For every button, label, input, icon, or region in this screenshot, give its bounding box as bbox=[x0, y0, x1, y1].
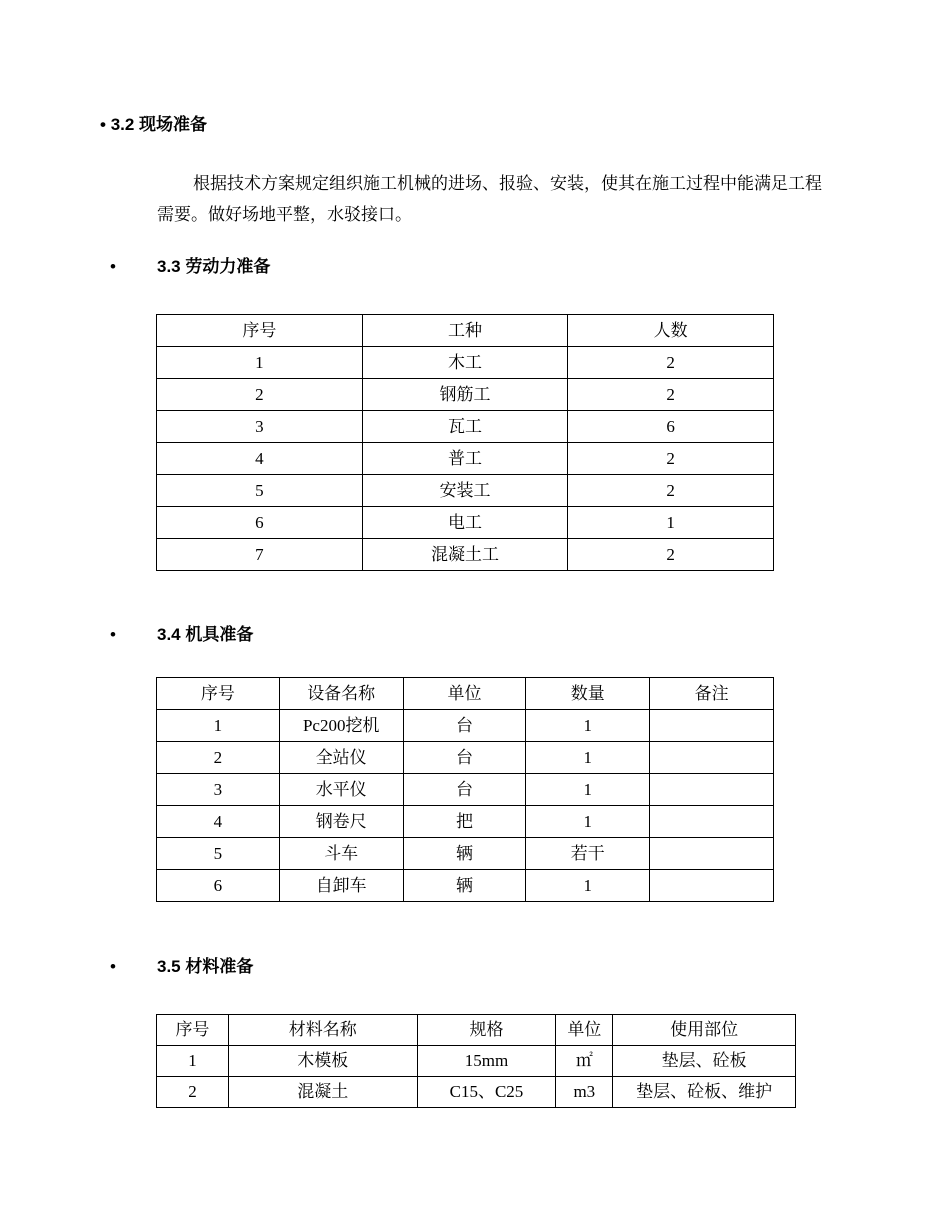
table-cell: 1 bbox=[526, 710, 650, 742]
table-cell: 1 bbox=[157, 710, 280, 742]
table-cell: 2 bbox=[568, 539, 774, 571]
table-cell: 4 bbox=[157, 443, 363, 475]
table-cell: 1 bbox=[526, 774, 650, 806]
table-row bbox=[157, 806, 774, 838]
material-table bbox=[156, 1014, 796, 1108]
table-header-row bbox=[157, 1015, 796, 1046]
table-row bbox=[157, 1046, 796, 1077]
table-cell: 6 bbox=[568, 411, 774, 443]
table-cell: 全站仪 bbox=[279, 742, 403, 774]
table-cell: 6 bbox=[157, 870, 280, 902]
table-row bbox=[157, 1077, 796, 1108]
table-cell bbox=[650, 742, 774, 774]
table-cell: 2 bbox=[568, 443, 774, 475]
table-cell: 15mm bbox=[417, 1046, 556, 1077]
table-cell: 把 bbox=[403, 806, 526, 838]
labor-table bbox=[156, 314, 774, 571]
table-cell bbox=[650, 774, 774, 806]
header-cell: 使用部位 bbox=[613, 1015, 796, 1046]
table-cell: 1 bbox=[157, 347, 363, 379]
table-cell bbox=[650, 710, 774, 742]
bullet: • bbox=[110, 957, 116, 976]
header-cell: 单位 bbox=[403, 678, 526, 710]
table-cell: 2 bbox=[157, 742, 280, 774]
table-cell: 混凝土工 bbox=[362, 539, 568, 571]
table-cell: 瓦工 bbox=[362, 411, 568, 443]
table-cell: 2 bbox=[568, 347, 774, 379]
table-cell: 若干 bbox=[526, 838, 650, 870]
header-cell: 人数 bbox=[568, 315, 774, 347]
table-row bbox=[157, 347, 774, 379]
header-cell: 规格 bbox=[417, 1015, 556, 1046]
table-cell: 2 bbox=[568, 379, 774, 411]
table-cell: C15、C25 bbox=[417, 1077, 556, 1108]
table-cell: 台 bbox=[403, 742, 526, 774]
section-heading-3-3: 3.3 劳动力准备 bbox=[157, 257, 271, 276]
table-cell: 辆 bbox=[403, 870, 526, 902]
paragraph-site-prep: 根据技术方案规定组织施工机械的进场、报验、安装，使其在施工过程中能满足工程需要。做好场地平整，水驳接口。 bbox=[157, 174, 822, 224]
table-cell: 1 bbox=[526, 742, 650, 774]
table-cell: 7 bbox=[157, 539, 363, 571]
table-cell: 钢筋工 bbox=[362, 379, 568, 411]
table-cell bbox=[650, 838, 774, 870]
table-cell: 2 bbox=[157, 379, 363, 411]
table-cell: 混凝土 bbox=[228, 1077, 417, 1108]
table-cell: 安装工 bbox=[362, 475, 568, 507]
header-cell: 序号 bbox=[157, 1015, 229, 1046]
table-cell: 辆 bbox=[403, 838, 526, 870]
table-cell: 台 bbox=[403, 710, 526, 742]
table-cell: Pc200挖机 bbox=[279, 710, 403, 742]
table-row bbox=[157, 774, 774, 806]
table-row bbox=[157, 379, 774, 411]
table-cell: 垫层、砼板、维护 bbox=[613, 1077, 796, 1108]
section-title: 3.2 现场准备 bbox=[110, 115, 208, 134]
header-cell: 序号 bbox=[157, 315, 363, 347]
table-row bbox=[157, 475, 774, 507]
bullet: • bbox=[100, 115, 106, 134]
table-cell: 1 bbox=[526, 870, 650, 902]
table-row bbox=[157, 411, 774, 443]
table-cell: 木模板 bbox=[228, 1046, 417, 1077]
table-cell: 水平仪 bbox=[279, 774, 403, 806]
table-cell: 普工 bbox=[362, 443, 568, 475]
table-cell: 2 bbox=[157, 1077, 229, 1108]
header-cell: 单位 bbox=[556, 1015, 613, 1046]
header-cell: 工种 bbox=[362, 315, 568, 347]
table-cell: 木工 bbox=[362, 347, 568, 379]
table-cell bbox=[650, 870, 774, 902]
header-cell: 备注 bbox=[650, 678, 774, 710]
table-cell: 5 bbox=[157, 475, 363, 507]
section-heading-3-2 bbox=[100, 115, 207, 135]
table-cell: 6 bbox=[157, 507, 363, 539]
header-cell: 序号 bbox=[157, 678, 280, 710]
section-heading-3-5: 3.5 材料准备 bbox=[157, 957, 254, 976]
table-cell: 自卸车 bbox=[279, 870, 403, 902]
bullet: • bbox=[110, 257, 116, 276]
table-cell: 1 bbox=[526, 806, 650, 838]
table-row bbox=[157, 870, 774, 902]
table-row bbox=[157, 838, 774, 870]
table-cell: 钢卷尺 bbox=[279, 806, 403, 838]
bullet: • bbox=[110, 625, 116, 644]
table-cell: ㎡ bbox=[556, 1046, 613, 1077]
table-cell: 电工 bbox=[362, 507, 568, 539]
header-cell: 设备名称 bbox=[279, 678, 403, 710]
table-cell: 台 bbox=[403, 774, 526, 806]
equipment-table bbox=[156, 677, 774, 902]
table-row bbox=[157, 742, 774, 774]
header-cell: 材料名称 bbox=[228, 1015, 417, 1046]
table-cell: 1 bbox=[157, 1046, 229, 1077]
header-cell: 数量 bbox=[526, 678, 650, 710]
table-row bbox=[157, 507, 774, 539]
table-row bbox=[157, 710, 774, 742]
table-cell: 斗车 bbox=[279, 838, 403, 870]
table-cell: m3 bbox=[556, 1077, 613, 1108]
table-cell: 2 bbox=[568, 475, 774, 507]
table-cell: 3 bbox=[157, 774, 280, 806]
table-row bbox=[157, 443, 774, 475]
table-header-row bbox=[157, 315, 774, 347]
table-cell bbox=[650, 806, 774, 838]
table-cell: 3 bbox=[157, 411, 363, 443]
table-cell: 1 bbox=[568, 507, 774, 539]
table-cell: 垫层、砼板 bbox=[613, 1046, 796, 1077]
table-cell: 5 bbox=[157, 838, 280, 870]
section-heading-3-4: 3.4 机具准备 bbox=[157, 625, 254, 644]
table-row bbox=[157, 539, 774, 571]
table-cell: 4 bbox=[157, 806, 280, 838]
table-header-row bbox=[157, 678, 774, 710]
